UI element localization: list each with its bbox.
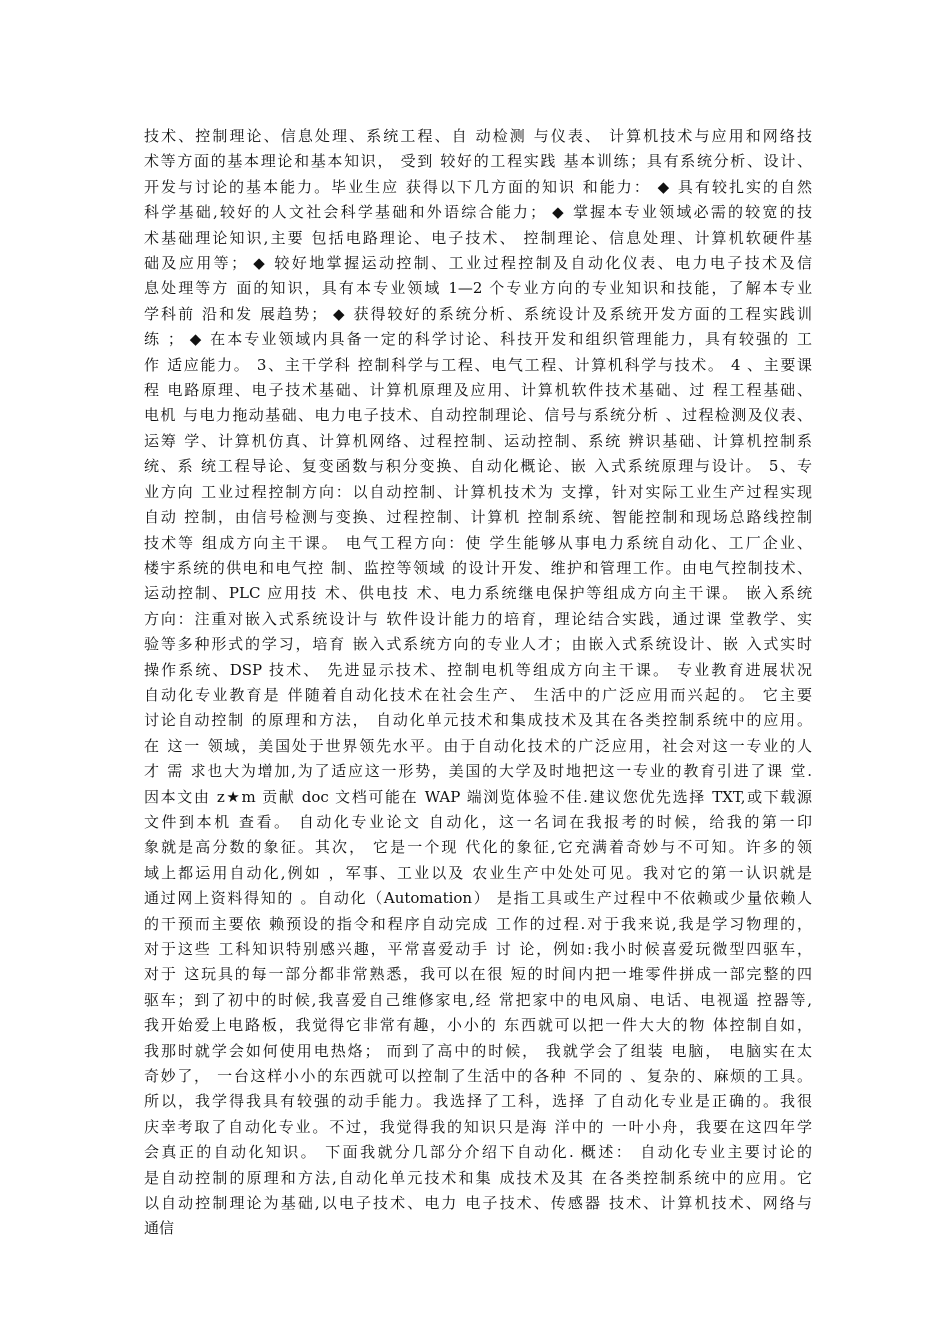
text-line: 技术等 组成方向主干课。 电气工程方向：使 学生能够从事电力系统自动化、工厂企业、	[144, 533, 812, 552]
text-line: 业方向 工业过程控制方向：以自动控制、计算机技术为 支撑，针对实际工业生产过程实现	[144, 482, 812, 501]
text-line: 开发与讨论的基本能力。毕业生应 获得以下几方面的知识 和能力： ◆ 具有较扎实的自然	[144, 177, 812, 196]
text-line: 我那时就学会如何使用电热烙； 而到了高中的时候， 我就学会了组装 电脑， 电脑实在太	[144, 1041, 812, 1060]
text-line: 奇妙了， 一台这样小小的东西就可以控制了生活中的各种 不同的 、复杂的、麻烦的工具。	[144, 1067, 812, 1086]
text-line: 础及应用等； ◆ 较好地掌握运动控制、工业过程控制及自动化仪表、电力电子技术及信	[144, 254, 812, 273]
text-line: 通过网上资料得知的 。自动化（Automation） 是指工具或生产过程中不依赖或少量依赖人	[144, 889, 812, 908]
text-line: 息处理等方 面的知识，具有本专业领域 1—2 个专业方向的专业知识和技能，了解本专业	[144, 279, 812, 298]
text-line: 因本文由 z★m 贡献 doc 文档可能在 WAP 端浏览体验不佳.建议您优先选择 TXT,或下载源	[144, 787, 812, 806]
text-line: 庆幸考取了自动化专业。不过，我觉得我的知识只是海 洋中的 一叶小舟，我要在这四年学	[144, 1117, 812, 1136]
text-line: 域上都运用自动化,例如 ，军事、工业以及 农业生产中处处可见。我对它的第一认识就是	[144, 863, 812, 882]
text-line: 术基础理论知识,主要 包括电路理论、电子技术、 控制理论、信息处理、计算机软硬件基	[144, 228, 812, 247]
text-line: 讨论自动控制 的原理和方法， 自动化单元技术和集成技术及其在各类控制系统中的应用。	[144, 711, 812, 730]
text-line: 方向：注重对嵌入式系统设计与 软件设计能力的培育，理论结合实践，通过课 堂教学、实	[144, 609, 812, 628]
text-line: 才 需 求也大为增加,为了适应这一形势，美国的大学及时地把这一专业的教育引进了课 堂.	[144, 762, 812, 781]
text-line: 以自动控制理论为基础,以电子技术、电力 电子技术、传感器 技术、计算机技术、网络与	[144, 1194, 812, 1213]
text-line: 对于这些 工科知识特别感兴趣，平常喜爱动手 讨 论，例如:我小时候喜爱玩微型四驱车，	[144, 940, 812, 958]
text-line: 运动控制、PLC 应用技 术、供电技 术、电力系统继电保护等组成方向主干课。 嵌入系统	[144, 584, 812, 603]
text-line: 的干预而主要依 赖预设的指令和程序自动完成 工作的过程.对于我来说,我是学习物理的，	[144, 914, 812, 933]
text-line: 练 ； ◆ 在本专业领域内具备一定的科学讨论、科技开发和组织管理能力，具有较强的 工	[144, 330, 812, 349]
text-line: 学科前 沿和发 展趋势； ◆ 获得较好的系统分析、系统设计及系统开发方面的工程实践训	[144, 304, 812, 323]
text-line: 楼宇系统的供电和电气控 制、监控等领域 的设计开发、维护和管理工作。由电气控制技术、	[144, 558, 812, 577]
text-line: 对于 这玩具的每一部分都非常熟悉，我可以在很 短的时间内把一堆零件拼成一部完整的四	[144, 965, 812, 984]
text-line: 科学基础,较好的人文社会科学基础和外语综合能力； ◆ 掌握本专业领域必需的较宽的技	[144, 203, 812, 222]
text-line: 术等方面的基本理论和基本知识， 受到 较好的工程实践 基本训练；具有系统分析、设计、	[144, 152, 812, 171]
text-line: 我开始爱上电路板，我觉得它非常有趣，小小的 东西就可以把一件大大的物 体控制自如，	[144, 1016, 812, 1035]
text-line: 技术、控制理论、信息处理、系统工程、自 动检测 与仪表、 计算机技术与应用和网络技	[144, 127, 812, 145]
text-line: 象就是高分数的象征。其次， 它是一个现 代化的象征,它充满着奇妙与不可知。许多的领	[144, 838, 812, 857]
text-line: 统、系 统工程导论、复变函数与积分变换、自动化概论、嵌 入式系统原理与设计。 5、专	[144, 457, 812, 476]
text-line: 电机 与电力拖动基础、电力电子技术、自动控制理论、信号与系统分析 、过程检测及仪表、	[144, 406, 812, 425]
text-line: 驱车；到了初中的时候,我喜爱自己维修家电,经 常把家中的电风扇、电话、电视遥 控器等,	[144, 990, 812, 1009]
body-text	[144, 124, 812, 1242]
text-line: 操作系统、DSP 技术、 先进显示技术、控制电机等组成方向主干课。 专业教育进展状况	[144, 660, 812, 679]
text-line: 运筹 学、计算机仿真、计算机网络、过程控制、运动控制、系统 辨识基础、计算机控制系	[144, 431, 812, 450]
text-line: 会真正的自动化知识。 下面我就分几部分介绍下自动化. 概述： 自动化专业主要讨论的	[144, 1143, 812, 1162]
text-line: 文件到本机 查看。 自动化专业论文 自动化，这一名词在我报考的时候，给我的第一印	[144, 812, 812, 831]
text-line: 自动化专业教育是 伴随着自动化技术在社会生产、 生活中的广泛应用而兴起的。 它主要	[144, 685, 812, 704]
text-line: 是自动控制的原理和方法,自动化单元技术和集 成技术及其 在各类控制系统中的应用。它	[144, 1168, 812, 1187]
text-line: 所以，我学得我具有较强的动手能力。我选择了工科，选择 了自动化专业是正确的。我很	[144, 1092, 812, 1111]
text-line: 验等多种形式的学习，培育 嵌入式系统方向的专业人才；由嵌入式系统设计、嵌 入式实时	[144, 635, 812, 654]
text-line: 程 电路原理、电子技术基础、计算机原理及应用、计算机软件技术基础、过 程工程基础、	[144, 381, 812, 400]
text-line: 自动 控制，由信号检测与变换、过程控制、计算机 控制系统、智能控制和现场总路线控制	[144, 508, 812, 527]
text-line: 通信	[144, 1219, 175, 1238]
text-line: 作 适应能力。 3、主干学科 控制科学与工程、电气工程、计算机科学与技术。 4 、主要课	[144, 355, 812, 374]
text-line: 在 这一 领域，美国处于世界领先水平。由于自动化技术的广泛应用，社会对这一专业的人	[144, 736, 812, 755]
